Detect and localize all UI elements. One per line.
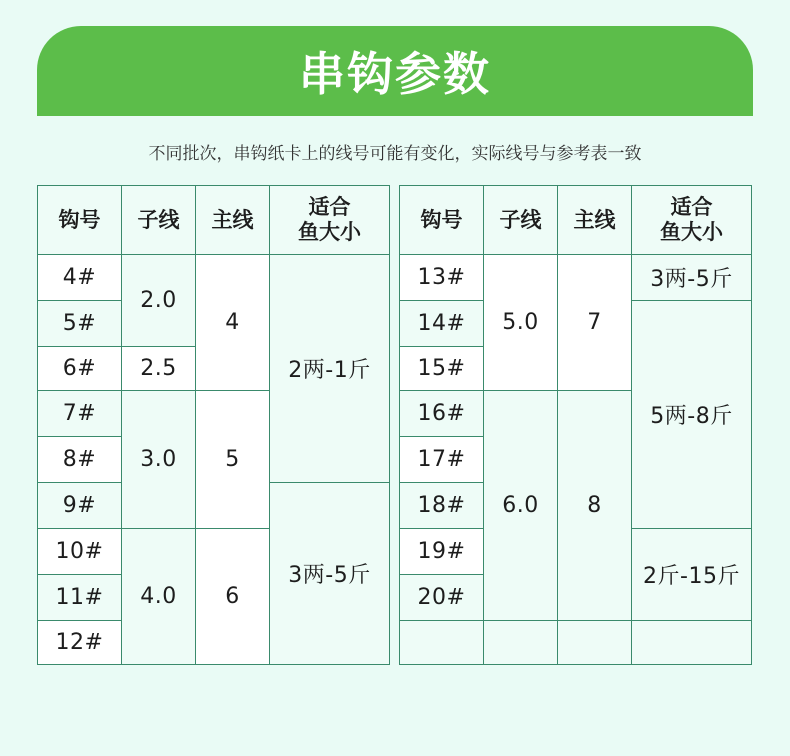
hook-cell: 4# <box>38 255 122 301</box>
hook-cell: 6# <box>38 347 122 391</box>
hook-cell: 17# <box>400 437 484 483</box>
main-line-cell: 4 <box>196 255 270 391</box>
fish-size-cell: 3两-5斤 <box>632 255 752 301</box>
main-line-cell: 7 <box>558 255 632 391</box>
sub-line-cell: 2.5 <box>122 347 196 391</box>
hook-cell: 14# <box>400 301 484 347</box>
hook-cell: 8# <box>38 437 122 483</box>
header-fish-size <box>270 186 390 255</box>
sub-line-cell: 3.0 <box>122 391 196 529</box>
subtitle-note: 不同批次，串钩纸卡上的线号可能有变化，实际线号与参考表一致 <box>148 144 642 164</box>
hook-cell: 10# <box>38 529 122 575</box>
hook-cell: 9# <box>38 483 122 529</box>
header-fish-size-line2: 鱼大小 <box>298 220 361 244</box>
main-line-cell: 6 <box>196 529 270 665</box>
hook-cell: 18# <box>400 483 484 529</box>
hook-cell: 13# <box>400 255 484 301</box>
sub-line-cell: 4.0 <box>122 529 196 665</box>
header-main-line: 主线 <box>558 186 632 255</box>
hook-cell: 7# <box>38 391 122 437</box>
banner-title: 串钩参数 <box>299 47 491 101</box>
hook-cell: 15# <box>400 347 484 391</box>
fish-size-cell: 5两-8斤 <box>632 301 752 529</box>
header-sub-line: 子线 <box>484 186 558 255</box>
header-hook: 钩号 <box>38 186 122 255</box>
sub-line-cell: 2.0 <box>122 255 196 347</box>
empty-cell <box>632 621 752 665</box>
empty-cell <box>484 621 558 665</box>
header-fish-size <box>632 186 752 255</box>
hook-cell: 12# <box>38 621 122 665</box>
hook-cell: 11# <box>38 575 122 621</box>
fish-size-cell: 3两-5斤 <box>270 483 390 665</box>
left-spec-table <box>37 185 390 665</box>
sub-line-cell: 5.0 <box>484 255 558 391</box>
header-sub-line: 子线 <box>122 186 196 255</box>
hook-cell: 5# <box>38 301 122 347</box>
right-spec-table <box>399 185 752 665</box>
header-fish-size-line1: 适合 <box>308 195 351 219</box>
sub-line-cell: 6.0 <box>484 391 558 621</box>
empty-cell <box>558 621 632 665</box>
header-main-line: 主线 <box>196 186 270 255</box>
fish-size-cell: 2斤-15斤 <box>632 529 752 621</box>
header-fish-size-line1: 适合 <box>670 195 713 219</box>
hook-cell: 16# <box>400 391 484 437</box>
hook-cell: 20# <box>400 575 484 621</box>
main-line-cell: 5 <box>196 391 270 529</box>
main-line-cell: 8 <box>558 391 632 621</box>
hook-cell: 19# <box>400 529 484 575</box>
header-hook: 钩号 <box>400 186 484 255</box>
title-banner <box>37 26 753 116</box>
empty-cell <box>400 621 484 665</box>
header-fish-size-line2: 鱼大小 <box>660 220 723 244</box>
fish-size-cell: 2两-1斤 <box>270 255 390 483</box>
